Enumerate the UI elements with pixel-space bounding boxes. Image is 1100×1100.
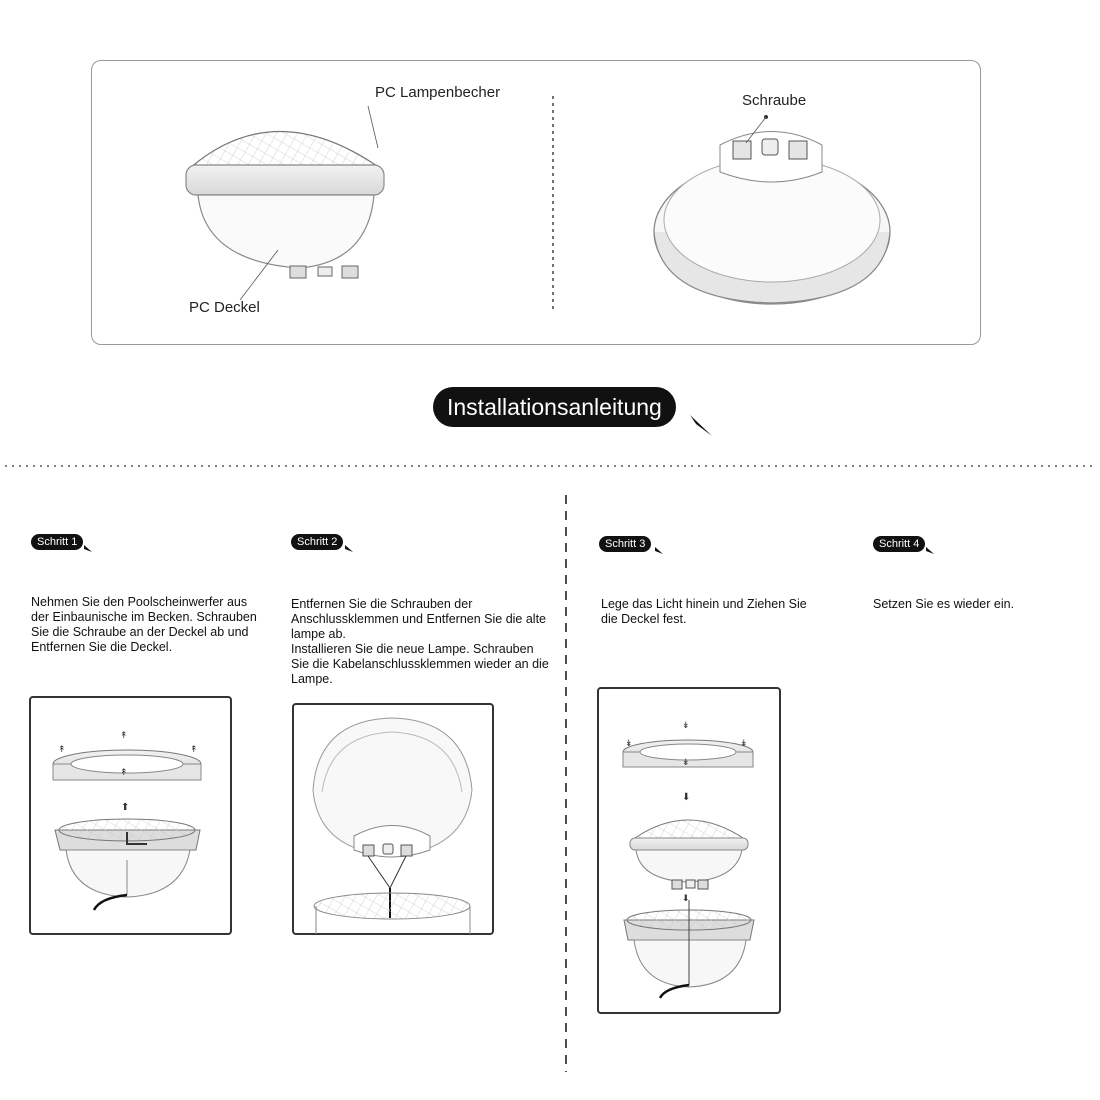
cover-label: PC Deckel — [189, 299, 260, 316]
svg-text:↡: ↡ — [682, 757, 690, 767]
svg-text:↟: ↟ — [120, 767, 128, 777]
step3-illustration — [598, 688, 780, 1013]
svg-text:↡: ↡ — [625, 738, 633, 748]
screw-icon — [733, 141, 751, 159]
lamp-back-view — [654, 115, 890, 304]
step2-illustration — [293, 704, 493, 934]
step-1-tag: Schritt 1 — [31, 534, 83, 550]
screw-label: Schraube — [742, 92, 807, 109]
svg-text:⬇: ⬇ — [682, 792, 691, 803]
step-2-text: Entfernen Sie die Schrauben der Anschlussklemmen und Entfernen Sie die alte lampe ab. Installieren Sie die neue Lampe. Schrauben Sie die Kabelanschlussklemmen wieder an die Lampe. — [291, 597, 549, 686]
svg-text:↡: ↡ — [740, 738, 748, 748]
step-3-text: Lege das Licht hinein und Ziehen Sie die Deckel fest. — [601, 597, 807, 626]
svg-text:↟: ↟ — [190, 744, 198, 754]
step-3-tag: Schritt 3 — [599, 536, 651, 552]
lamp-cup-label: PC Lampenbecher — [375, 84, 501, 101]
title-pill-tail — [690, 415, 712, 436]
svg-text:⬇: ⬇ — [682, 893, 690, 903]
svg-text:↡: ↡ — [682, 720, 690, 730]
step-1-text: Nehmen Sie den Poolscheinwerfer aus der Einbaunische im Becken. Schrauben Sie die Schraube an der Deckel ab und Entfernen Sie die Deckel. — [31, 595, 257, 654]
svg-text:⬆: ⬆ — [121, 802, 130, 813]
step1-illustration — [30, 697, 231, 934]
step-2-tag: Schritt 2 — [291, 534, 343, 550]
svg-text:↟: ↟ — [58, 744, 66, 754]
leader-line-cup — [368, 106, 378, 148]
step-4-text: Setzen Sie es wieder ein. — [873, 597, 1015, 611]
svg-text:↟: ↟ — [120, 730, 128, 740]
step-4-tag: Schritt 4 — [873, 536, 925, 552]
lamp-side-view — [186, 106, 384, 300]
installation-title: Installationsanleitung — [433, 387, 676, 427]
